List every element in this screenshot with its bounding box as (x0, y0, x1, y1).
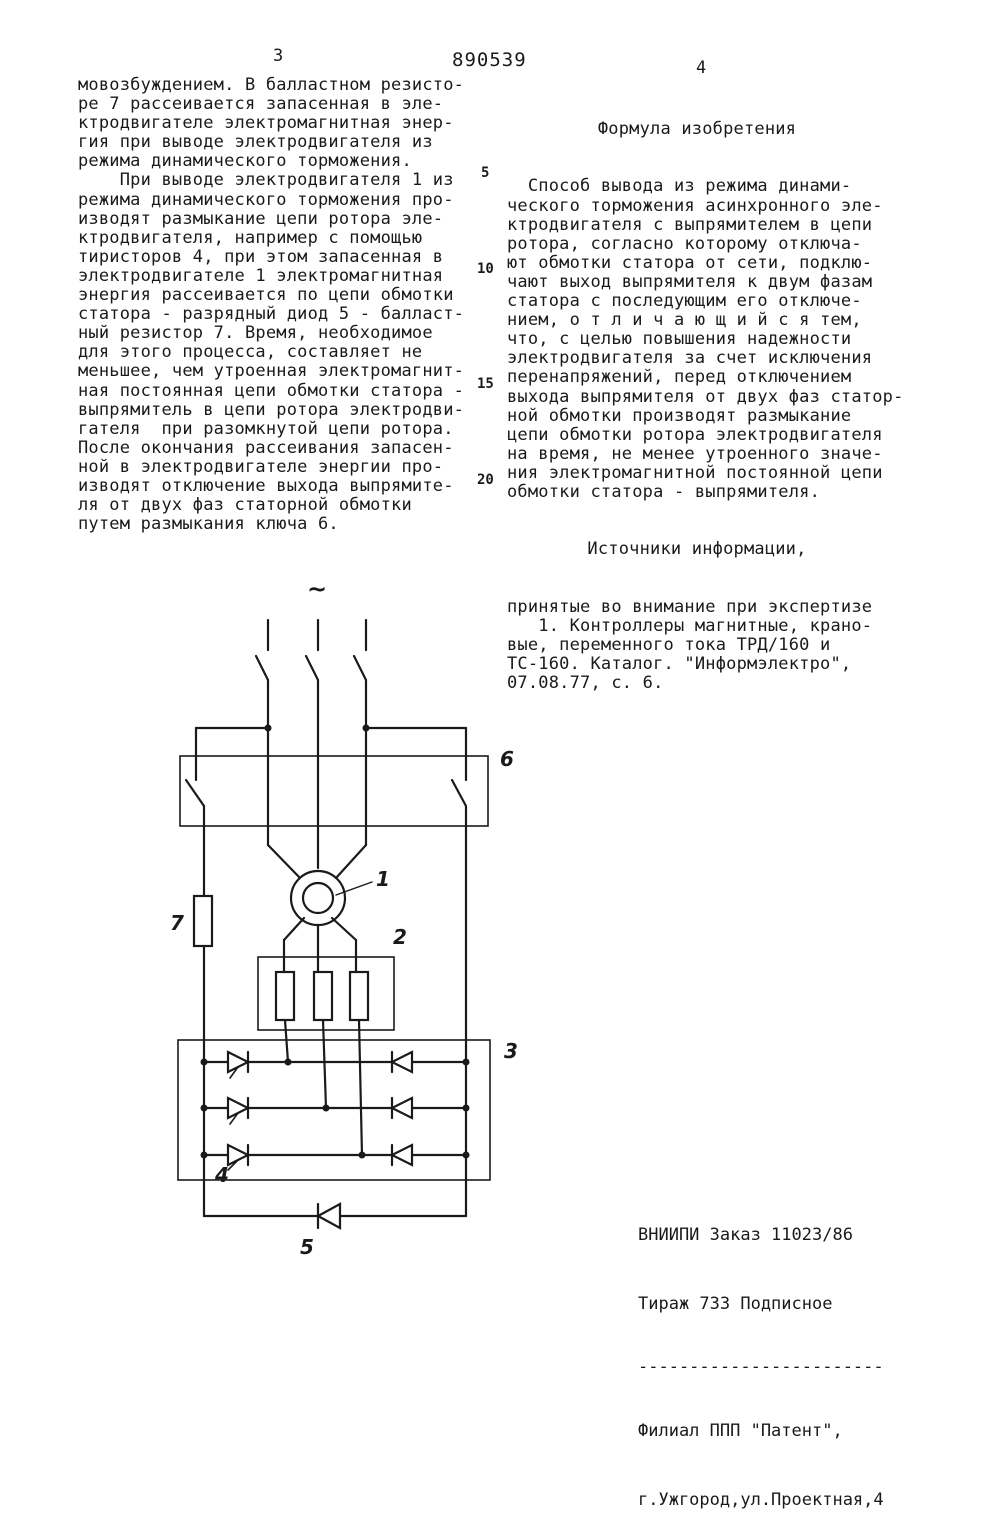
text-line: изводят отключение выхода выпрямите- (78, 475, 454, 496)
rectifier-diodes (392, 1052, 412, 1165)
text-line: на время, не менее утроенного значе- (507, 443, 883, 464)
label-7: 7 (170, 911, 184, 935)
thyristor (228, 1098, 248, 1124)
imprint-address: г.Ужгород,ул.Проектная,4 (638, 1490, 884, 1510)
text-line: При выводе электродвигателя 1 из (78, 170, 454, 191)
text-line: путем размыкания ключа 6. (78, 514, 339, 535)
left-page-number: 3 (273, 46, 284, 66)
patent-number: 890539 (452, 49, 527, 71)
text-line: меньшее, чем утроенная электромагнит- (78, 361, 465, 382)
text-line: ной обмотки производят размыкание (507, 405, 852, 426)
line-number-20: 20 (477, 472, 494, 488)
diode (392, 1145, 412, 1165)
text-line: электродвигателя за счет исключения (507, 348, 873, 369)
right-page-number: 4 (696, 58, 707, 78)
text-line: 07.08.77, с. 6. (507, 672, 664, 693)
imprint (638, 1178, 884, 1535)
text-line: ктродвигателя с выпрямителем в цепи (507, 214, 873, 235)
text-line: Способ вывода из режима динами- (507, 176, 852, 197)
diode (392, 1052, 412, 1072)
text-line: перенапряжений, перед отключением (507, 367, 852, 388)
imprint-circulation: Тираж 733 Подписное (638, 1294, 833, 1314)
text-line: ктродвигателе электромагнитная энер- (78, 113, 454, 134)
thyristors-4 (228, 1052, 248, 1170)
motor-1 (291, 871, 372, 925)
text-line: ТС-160. Каталог. "Информэлектро", (507, 653, 852, 674)
text-line: статора - разрядный диод 5 - балласт- (78, 304, 465, 325)
text-line: режима динамического торможения. (78, 151, 412, 172)
text-line: ротора, согласно которому отключа- (507, 233, 862, 254)
line-number-15: 15 (477, 376, 494, 392)
text-line: принятые во внимание при экспертизе (507, 596, 873, 617)
text-line: статора с последующим его отключе- (507, 291, 862, 312)
diode (392, 1098, 412, 1118)
text-line: энергия рассеивается по цепи обмотки (78, 285, 454, 306)
label-4: 4 (215, 1163, 229, 1187)
text-line: ный резистор 7. Время, необходимое (78, 323, 433, 344)
line-number-10: 10 (477, 261, 494, 277)
text-line: ния электромагнитной постоянной цепи (507, 462, 883, 483)
line-number-5: 5 (481, 165, 490, 181)
rotor-leads (284, 918, 356, 972)
text-line: гателя при разомкнутой цепи ротора. (78, 418, 454, 439)
claims-title: Формула изобретения (597, 119, 797, 140)
label-3: 3 (504, 1039, 518, 1063)
label-1: 1 (376, 867, 390, 891)
switch-6 (180, 756, 488, 1062)
thyristor (228, 1145, 248, 1170)
label-2: 2 (393, 925, 407, 949)
main-contactor (256, 656, 366, 845)
text-line: ют обмотки статора от сети, подклю- (507, 252, 873, 273)
label-6: 6 (500, 747, 514, 771)
discharge-diode-5 (204, 1188, 466, 1228)
text-line: обмотки статора - выпрямителя. (507, 481, 821, 502)
text-line: ля от двух фаз статорной обмотки (78, 495, 412, 516)
supply-lines (268, 620, 366, 650)
imprint-separator: ------------------------ (638, 1357, 884, 1377)
text-line: изводят размыкание цепи ротора эле- (78, 208, 444, 229)
text-line: ктродвигателя, например с помощью (78, 227, 423, 248)
text-line: выпрямитель в цепи ротора электродви- (78, 399, 465, 420)
text-line: вые, переменного тока ТРД/160 и (507, 634, 831, 655)
text-line: нием, о т л и ч а ю щ и й с я тем, (507, 310, 862, 331)
imprint-order: ВНИИПИ Заказ 11023/86 (638, 1225, 853, 1245)
stator-leads (196, 728, 466, 878)
text-line: гия при выводе электродвигателя из (78, 132, 433, 153)
text-line: тиристоров 4, при этом запасенная в (78, 246, 444, 267)
rotor-resistors-2 (258, 957, 394, 1155)
text-line: режима динамического торможения про- (78, 189, 454, 210)
ballast-resistor-7 (194, 896, 212, 1188)
junction-dots (201, 725, 470, 1159)
text-line: ной в электродвигателе энергии про- (78, 456, 444, 477)
text-line: ре 7 рассеивается запасенная в эле- (78, 94, 444, 115)
text-line: что, с целью повышения надежности (507, 329, 852, 350)
text-line: цепи обмотки ротора электродвигателя (507, 424, 883, 445)
text-line: После окончания рассеивания запасен- (78, 437, 454, 458)
text-line: электродвигателе 1 электромагнитная (78, 265, 444, 286)
text-line: для этого процесса, составляет не (78, 342, 423, 363)
text-line: 1. Контроллеры магнитные, крано- (507, 615, 873, 636)
text-line: выхода выпрямителя от двух фаз статор- (507, 386, 904, 407)
label-5: 5 (300, 1235, 314, 1259)
ac-supply-symbol: ~ (307, 575, 328, 603)
text-line: чают выход выпрямителя к двум фазам (507, 271, 873, 292)
text-line: мовозбуждением. В балластном резисто- (78, 75, 465, 95)
imprint-branch: Филиал ППП "Патент", (638, 1421, 843, 1441)
text-line: ная постоянная цепи обмотки статора - (78, 380, 465, 401)
thyristor (228, 1052, 248, 1078)
sources-title: Источники информации, (587, 539, 807, 560)
text-line: ческого торможения асинхронного эле- (507, 195, 883, 216)
